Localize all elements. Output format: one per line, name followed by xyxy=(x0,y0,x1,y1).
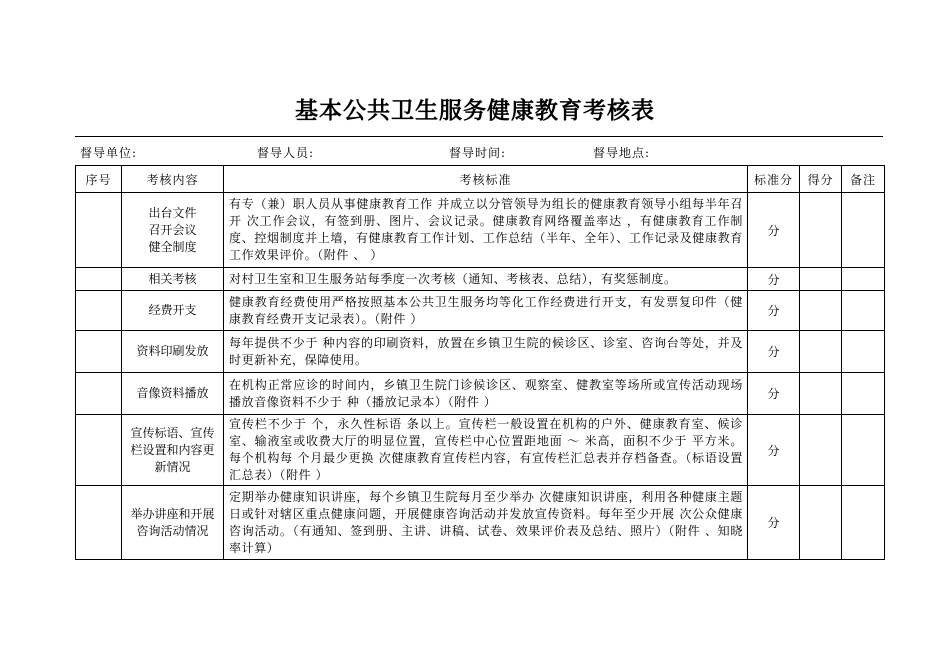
standard-score-cell: 分 xyxy=(748,415,800,486)
document-title: 基本公共卫生服务健康教育考核表 xyxy=(295,98,655,124)
row-no-cell xyxy=(76,331,122,373)
standard-score-cell: 分 xyxy=(748,291,800,331)
standard-score-cell: 分 xyxy=(748,268,800,291)
score-obtained-cell xyxy=(800,268,842,291)
table-row xyxy=(76,373,885,415)
table-row xyxy=(76,486,885,560)
criteria-cell: 健康教育经费使用严格按照基本公共卫生服务均等化工作经费进行开支，有发票复印件（健康教育经费开支记录表）。（附件 ） xyxy=(224,291,748,331)
item-cell: 经费开支 xyxy=(122,291,224,331)
criteria-cell: 定期举办健康知识讲座，每个乡镇卫生院每月至少举办 次健康知识讲座，利用各种健康主题日或针对辖区重点健康问题，开展健康咨询活动并发放宣传资料。每年至少开展 次公众健康咨询活动。（有通知、签到册、主讲、讲稿、试卷、效果评价表及总结、照片）（附件 、知晓率计算） xyxy=(224,486,748,560)
criteria-cell: 有专（兼）职人员从事健康教育工作 并成立以分管领导为组长的健康教育领导小组每半年召开 次工作会议，有签到册、图片、会议记录。健康教育网络覆盖率达 ，有健康教育工作制度、控烟制度并上墙，有健康教育工作计划、工作总结（半年、全年）、工作记录及健康教育工作效果评价。（附件 、 ） xyxy=(224,193,748,268)
row-no-cell xyxy=(76,291,122,331)
criteria-cell: 在机构正常应诊的时间内，乡镇卫生院门诊候诊区、观察室、健教室等场所或宣传活动现场播放音像资料不少于 种（播放记录本）（附件 ） xyxy=(224,373,748,415)
remark-cell xyxy=(842,331,885,373)
item-cell: 资料印刷发放 xyxy=(122,331,224,373)
standard-score-cell: 分 xyxy=(748,486,800,560)
remark-cell xyxy=(842,291,885,331)
header-score-obtained: 得分 xyxy=(800,166,842,193)
item-cell: 相关考核 xyxy=(122,268,224,291)
standard-score-cell: 分 xyxy=(748,373,800,415)
standard-score-cell: 分 xyxy=(748,331,800,373)
assessment-table xyxy=(75,165,885,560)
header-criteria: 考核标准 xyxy=(224,166,748,193)
score-obtained-cell xyxy=(800,486,842,560)
remark-cell xyxy=(842,193,885,268)
item-cell: 举办讲座和开展咨询活动情况 xyxy=(122,486,224,560)
header-no: 序号 xyxy=(76,166,122,193)
score-obtained-cell xyxy=(800,331,842,373)
score-obtained-cell xyxy=(800,415,842,486)
supervision-time-label: 督导时间: xyxy=(449,146,507,160)
table-row xyxy=(76,331,885,373)
remark-cell xyxy=(842,373,885,415)
table-header-row xyxy=(76,166,885,193)
row-no-cell xyxy=(76,486,122,560)
table-row xyxy=(76,415,885,486)
header-remark: 备注 xyxy=(842,166,885,193)
table-row xyxy=(76,268,885,291)
criteria-cell: 宣传栏不少于 个，永久性标语 条以上。宣传栏一般设置在机构的户外、健康教育室、候诊室、输液室或收费大厅的明显位置，宣传栏中心位置距地面 ～ 米高，面积不少于 平方米。每个机构每 个月最少更换 次健康教育宣传栏内容，有宣传栏汇总表并存档备查。（标语设置汇总表）（附件 ） xyxy=(224,415,748,486)
supervision-place-label: 督导地点: xyxy=(593,146,651,160)
header-standard-score: 标准分 xyxy=(748,166,800,193)
supervision-unit-label: 督导单位: xyxy=(80,146,138,160)
table-row xyxy=(76,193,885,268)
table-row xyxy=(76,291,885,331)
item-cell xyxy=(122,193,224,268)
row-no-cell xyxy=(76,268,122,291)
criteria-cell: 每年提供不少于 种内容的印刷资料，放置在乡镇卫生院的候诊区、诊室、咨询台等处，并及时更新补充，保障使用。 xyxy=(224,331,748,373)
score-obtained-cell xyxy=(800,193,842,268)
criteria-cell: 对村卫生室和卫生服务站每季度一次考核（通知、考核表、总结），有奖惩制度。 xyxy=(224,268,748,291)
item-cell: 宣传标语、宣传栏设置和内容更新情况 xyxy=(122,415,224,486)
header-item: 考核内容 xyxy=(122,166,224,193)
remark-cell xyxy=(842,268,885,291)
row-no-cell xyxy=(76,415,122,486)
row-no-cell xyxy=(76,373,122,415)
item-cell: 音像资料播放 xyxy=(122,373,224,415)
title-divider xyxy=(75,136,883,137)
remark-cell xyxy=(842,486,885,560)
remark-cell xyxy=(842,415,885,486)
score-obtained-cell xyxy=(800,291,842,331)
row-no-cell xyxy=(76,193,122,268)
item-label: 出台文件 召开会议 健全制度 xyxy=(148,205,197,254)
score-obtained-cell xyxy=(800,373,842,415)
supervision-person-label: 督导人员: xyxy=(257,146,315,160)
standard-score-cell: 分 xyxy=(748,193,800,268)
